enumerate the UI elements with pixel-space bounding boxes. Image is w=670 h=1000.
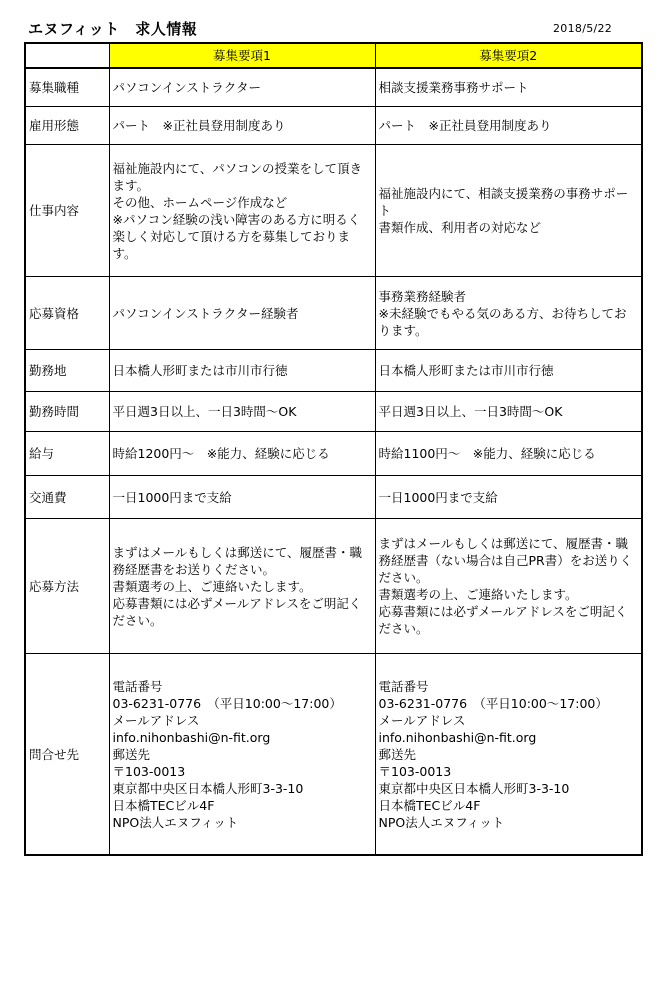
page-title: エヌフィット 求人情報 [28, 20, 198, 38]
column-header-b: 募集要項2 [375, 43, 642, 68]
cell-b: 電話番号 03-6231-0776 （平日10:00～17:00） メールアドレス info.nihonbashi@n-fit.org 郵送先 〒103-0013 東京都中央区日本橋人形町3-3-10 日本橋TECビル4F NPO法人エヌフィット [375, 654, 642, 856]
cell-b: 一日1000円まで支給 [375, 476, 642, 519]
row-label: 問合せ先 [25, 654, 109, 856]
row-label: 交通費 [25, 476, 109, 519]
cell-a: 電話番号 03-6231-0776 （平日10:00～17:00） メールアドレス info.nihonbashi@n-fit.org 郵送先 〒103-0013 東京都中央区日本橋人形町3-3-10 日本橋TECビル4F NPO法人エヌフィット [109, 654, 375, 856]
cell-b: まずはメールもしくは郵送にて、履歴書・職務経歴書（ない場合は自己PR書）をお送りください。 書類選考の上、ご連絡いたします。 応募書類には必ずメールアドレスをご明記ください。 [375, 519, 642, 654]
cell-a: 福祉施設内にて、パソコンの授業をして頂きます。 その他、ホームページ作成など ※パソコン経験の浅い障害のある方に明るく楽しく対応して頂ける方を募集しております。 [109, 145, 375, 277]
cell-a: 時給1200円～ ※能力、経験に応じる [109, 432, 375, 476]
row-label: 勤務時間 [25, 392, 109, 432]
cell-a: まずはメールもしくは郵送にて、履歴書・職務経歴書をお送りください。 書類選考の上、ご連絡いたします。 応募書類には必ずメールアドレスをご明記ください。 [109, 519, 375, 654]
cell-b: 福祉施設内にて、相談支援業務の事務サポート 書類作成、利用者の対応など [375, 145, 642, 277]
row-label: 応募方法 [25, 519, 109, 654]
cell-b: 平日週3日以上、一日3時間～OK [375, 392, 642, 432]
cell-b: パート ※正社員登用制度あり [375, 107, 642, 145]
table-row [25, 277, 642, 350]
table-row [25, 432, 642, 476]
table-row [25, 519, 642, 654]
cell-b: 日本橋人形町または市川市行徳 [375, 350, 642, 392]
table-row [25, 107, 642, 145]
cell-a: パート ※正社員登用制度あり [109, 107, 375, 145]
row-label: 雇用形態 [25, 107, 109, 145]
cell-b: 時給1100円～ ※能力、経験に応じる [375, 432, 642, 476]
row-label: 勤務地 [25, 350, 109, 392]
row-label: 給与 [25, 432, 109, 476]
table-row [25, 392, 642, 432]
column-header-a: 募集要項1 [109, 43, 375, 68]
recruitment-table [24, 42, 643, 856]
cell-b: 事務業務経験者 ※未経験でもやる気のある方、お待ちしております。 [375, 277, 642, 350]
row-label: 仕事内容 [25, 145, 109, 277]
document-date: 2018/5/22 [553, 22, 613, 35]
header-corner-cell [25, 43, 109, 68]
table-row [25, 145, 642, 277]
table-row [25, 350, 642, 392]
cell-a: パソコンインストラクター経験者 [109, 277, 375, 350]
row-label: 応募資格 [25, 277, 109, 350]
cell-a: 平日週3日以上、一日3時間～OK [109, 392, 375, 432]
cell-a: 日本橋人形町または市川市行徳 [109, 350, 375, 392]
cell-a: 一日1000円まで支給 [109, 476, 375, 519]
table-row [25, 476, 642, 519]
cell-b: 相談支援業務事務サポート [375, 68, 642, 107]
cell-a: パソコンインストラクター [109, 68, 375, 107]
row-label: 募集職種 [25, 68, 109, 107]
table-header-row [25, 43, 642, 68]
table-row [25, 654, 642, 856]
table-row [25, 68, 642, 107]
